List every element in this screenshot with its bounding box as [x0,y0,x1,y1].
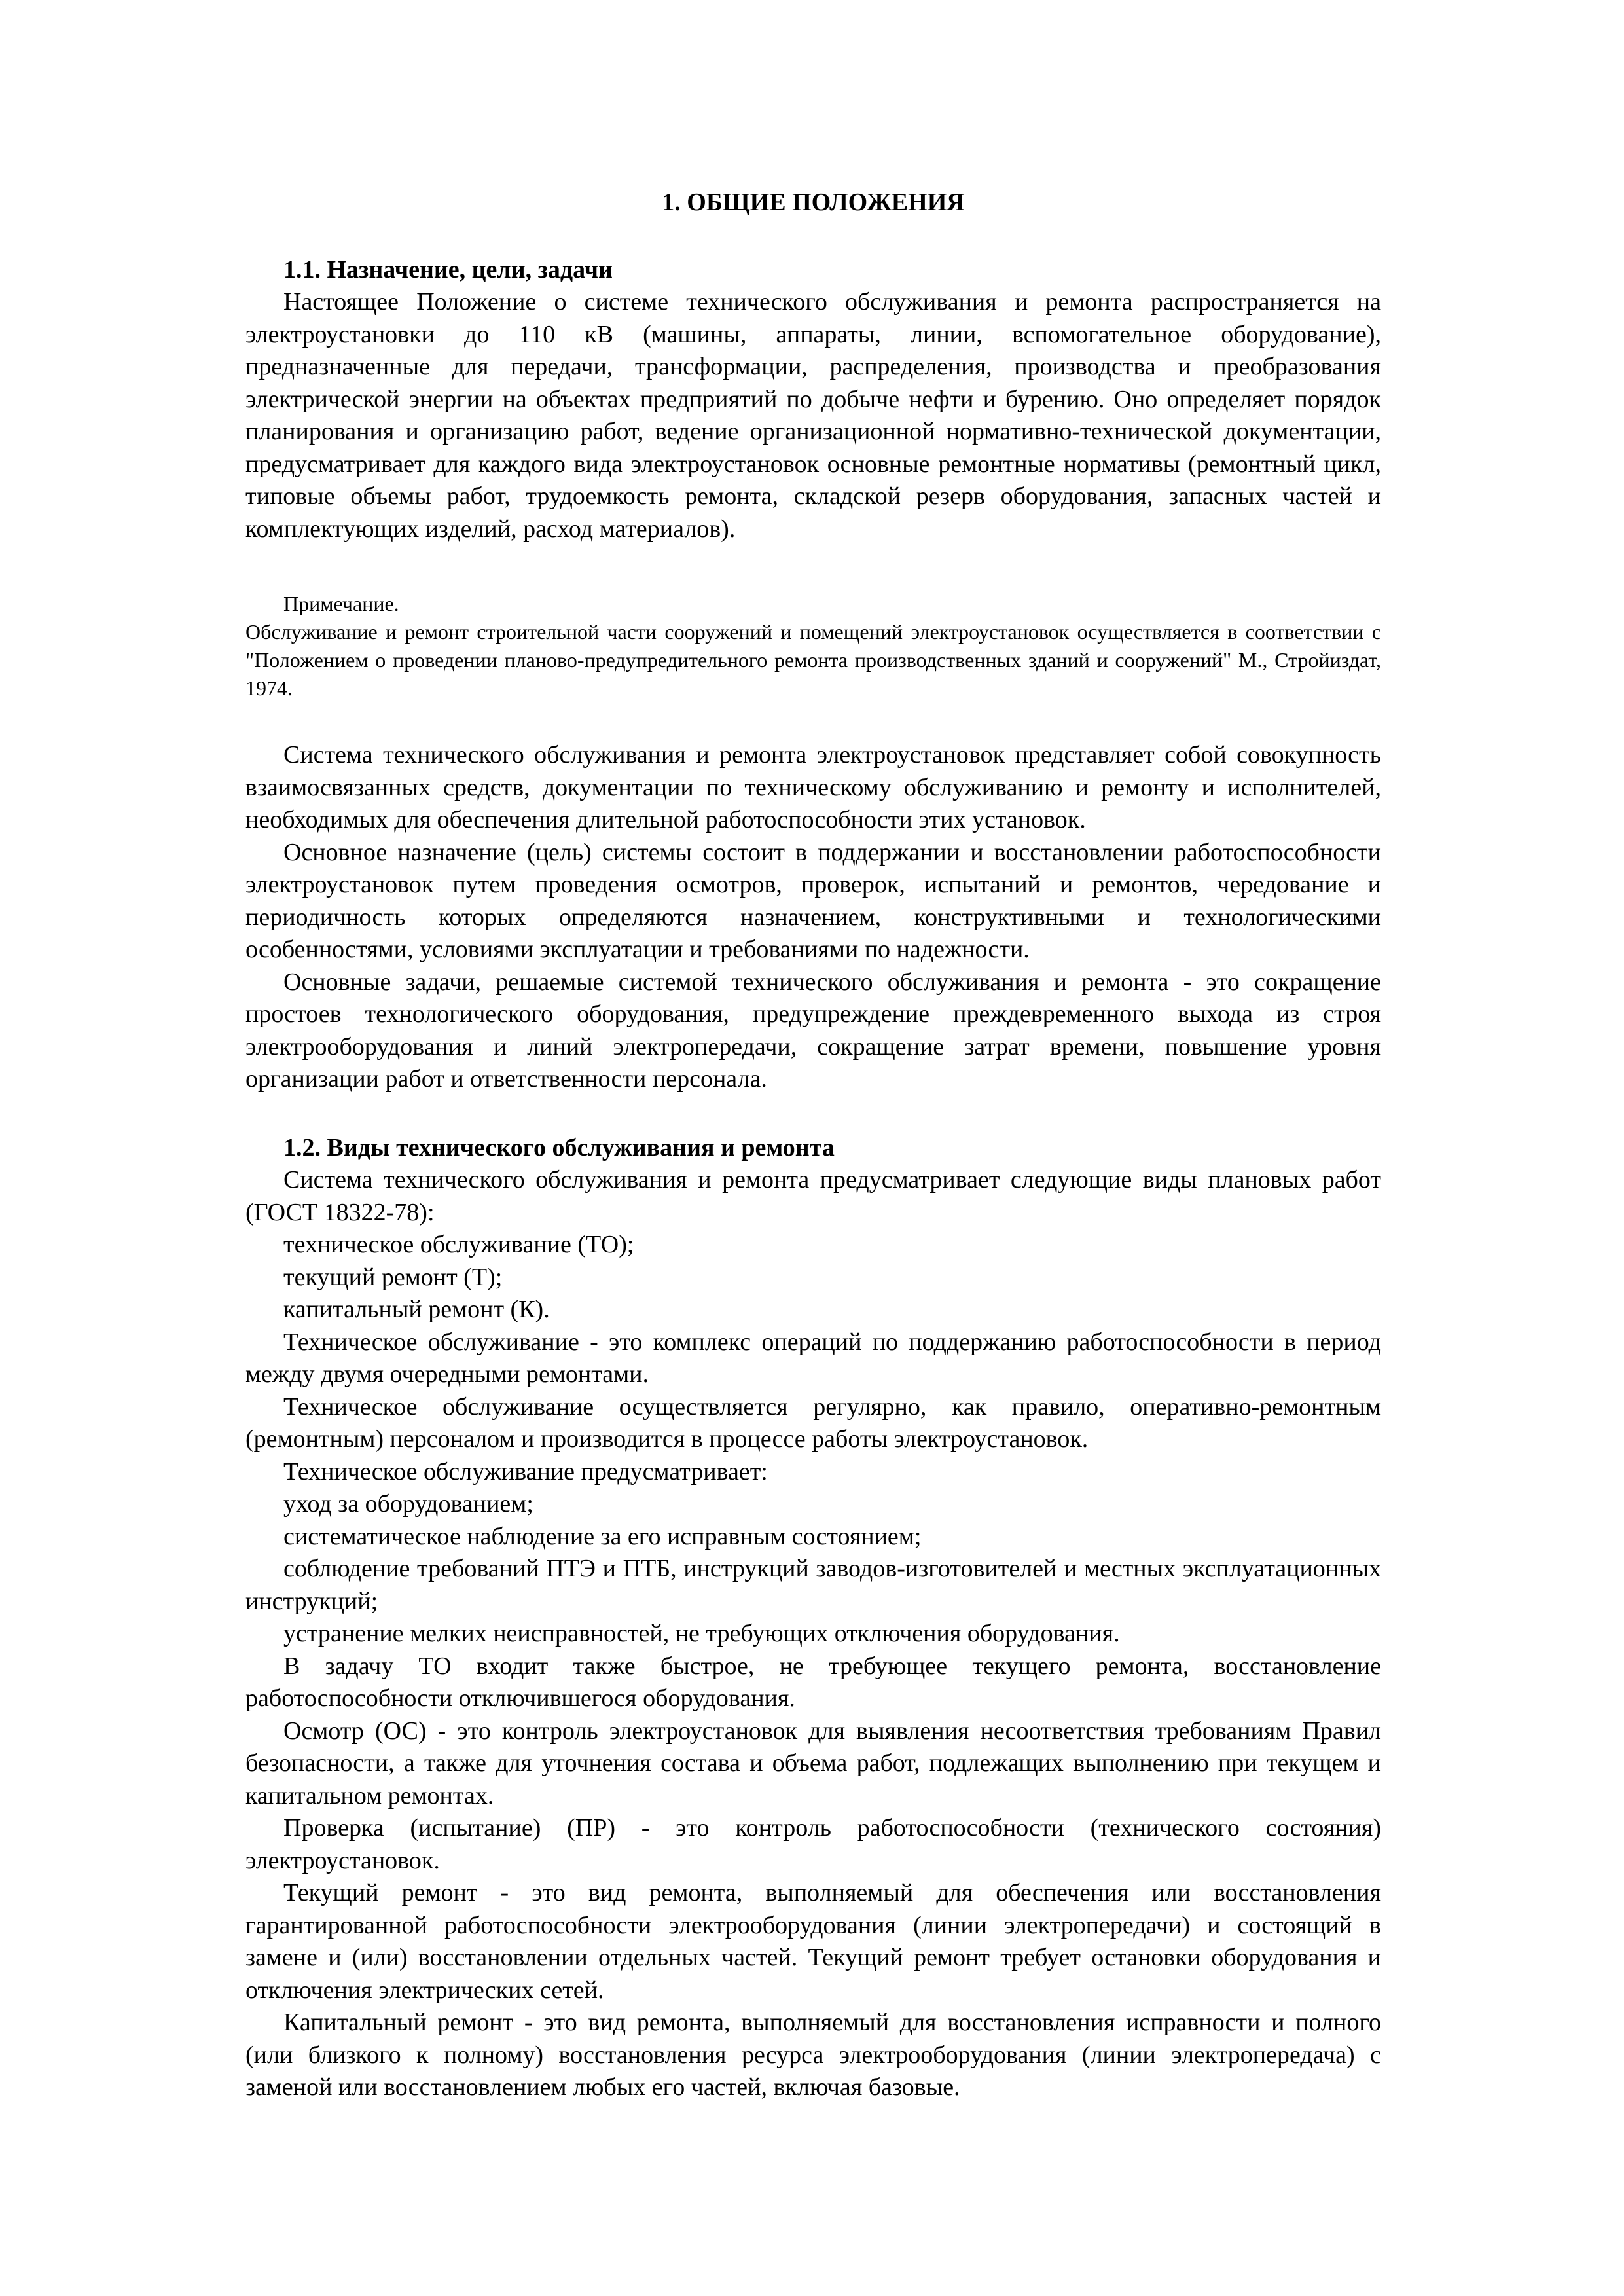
list-item: техническое обслуживание (ТО); [283,1231,634,1258]
list-item: уход за оборудованием; [283,1490,533,1518]
paragraph: Текущий ремонт - это вид ремонта, выполняемый для обеспечения или восстановления гарантированной работоспособности электрооборудования (линии электропередачи) и состоящий в замене и (или) восстановлении отдельных частей. Текущий ремонт требует остановки оборудования и отключения электрических сетей. [245,1879,1381,2004]
paragraph: В задачу ТО входит также быстрое, не требующее текущего ремонта, восстановление работоспособности отключившегося оборудования. [245,1652,1381,1712]
list-item: текущий ремонт (Т); [283,1263,503,1291]
paragraph: Система технического обслуживания и ремонта электроустановок представляет собой совокупность взаимосвязанных средств, документации по техническому обслуживанию и ремонту и исполнителей, необходимых для обеспечения длительной работоспособности этих установок. [245,741,1381,833]
list-item: систематическое наблюдение за его исправным состоянием; [283,1522,922,1550]
paragraph: Капитальный ремонт - это вид ремонта, выполняемый для восстановления исправности и полного (или близкого к полному) восстановления ресурса электрооборудования (линии электропередача) с заменой или восстановлением любых его частей, включая базовые. [245,2009,1381,2101]
chapter-title: 1. ОБЩИЕ ПОЛОЖЕНИЯ [662,189,965,216]
document-body [245,187,1381,2104]
section-heading-1-1: 1.1. Назначение, цели, задачи [283,255,613,283]
paragraph: Осмотр (ОС) - это контроль электроустановок для выявления несоответствия требованиям Правил безопасности, а также для уточнения состава и объема работ, подлежащих выполнению при текущем и капитальном ремонтах. [245,1717,1381,1810]
paragraph: Система технического обслуживания и ремонта предусматривает следующие виды плановых работ (ГОСТ 18322-78): [245,1166,1381,1226]
note-text: Обслуживание и ремонт строительной части сооружений и помещений электроустановок осуществляется в соответствии с "Положением о проведении планово-предупредительного ремонта производственных зданий и сооружений" М., Стройиздат, 1974. [245,620,1381,700]
note-label: Примечание. [283,592,399,615]
section-heading-1-2: 1.2. Виды технического обслуживания и ремонта [283,1133,835,1161]
paragraph: Техническое обслуживание осуществляется регулярно, как правило, оперативно-ремонтным (ремонтным) персоналом и производится в процессе работы электроустановок. [245,1393,1381,1453]
list-item: капитальный ремонт (К). [283,1296,550,1323]
list-item: соблюдение требований ПТЭ и ПТБ, инструкций заводов-изготовителей и местных эксплуатационных инструкций; [245,1555,1381,1615]
paragraph: Настоящее Положение о системе технического обслуживания и ремонта распространяется на электроустановки до 110 кВ (машины, аппараты, линии, вспомогательное оборудование), предназначенные для передачи, трансформации, распределения, производства и преобразования электрической энергии на объектах предприятий по добыче нефти и бурению. Оно определяет порядок планирования и организацию работ, ведение организационной нормативно-технической документации, предусматривает для каждого вида электроустановок основные ремонтные нормативы (ремонтный цикл, типовые объемы работ, трудоемкость ремонта, складской резерв оборудования, запасных частей и комплектующих изделий, расход материалов). [245,288,1381,543]
paragraph: Основное назначение (цель) системы состоит в поддержании и восстановлении работоспособности электроустановок путем проведения осмотров, проверок, испытаний и ремонтов, чередование и периодичность которых определяются назначением, конструктивными и технологическими особенностями, условиями эксплуатации и требованиями по надежности. [245,838,1381,963]
note-block [245,590,1381,702]
paragraph: Основные задачи, решаемые системой технического обслуживания и ремонта - это сокращение простоев технологического оборудования, предупреждение преждевременного выхода из строя электрооборудования и линий электропередачи, сокращение затрат времени, повышение уровня организации работ и ответственности персонала. [245,968,1381,1093]
paragraph: Техническое обслуживание - это комплекс операций по поддержанию работоспособности в период между двумя очередными ремонтами. [245,1328,1381,1388]
paragraph: Проверка (испытание) (ПР) - это контроль работоспособности (технического состояния) электроустановок. [245,1814,1381,1874]
list-item: устранение мелких неисправностей, не требующих отключения оборудования. [283,1620,1120,1647]
paragraph: Техническое обслуживание предусматривает: [283,1457,768,1485]
